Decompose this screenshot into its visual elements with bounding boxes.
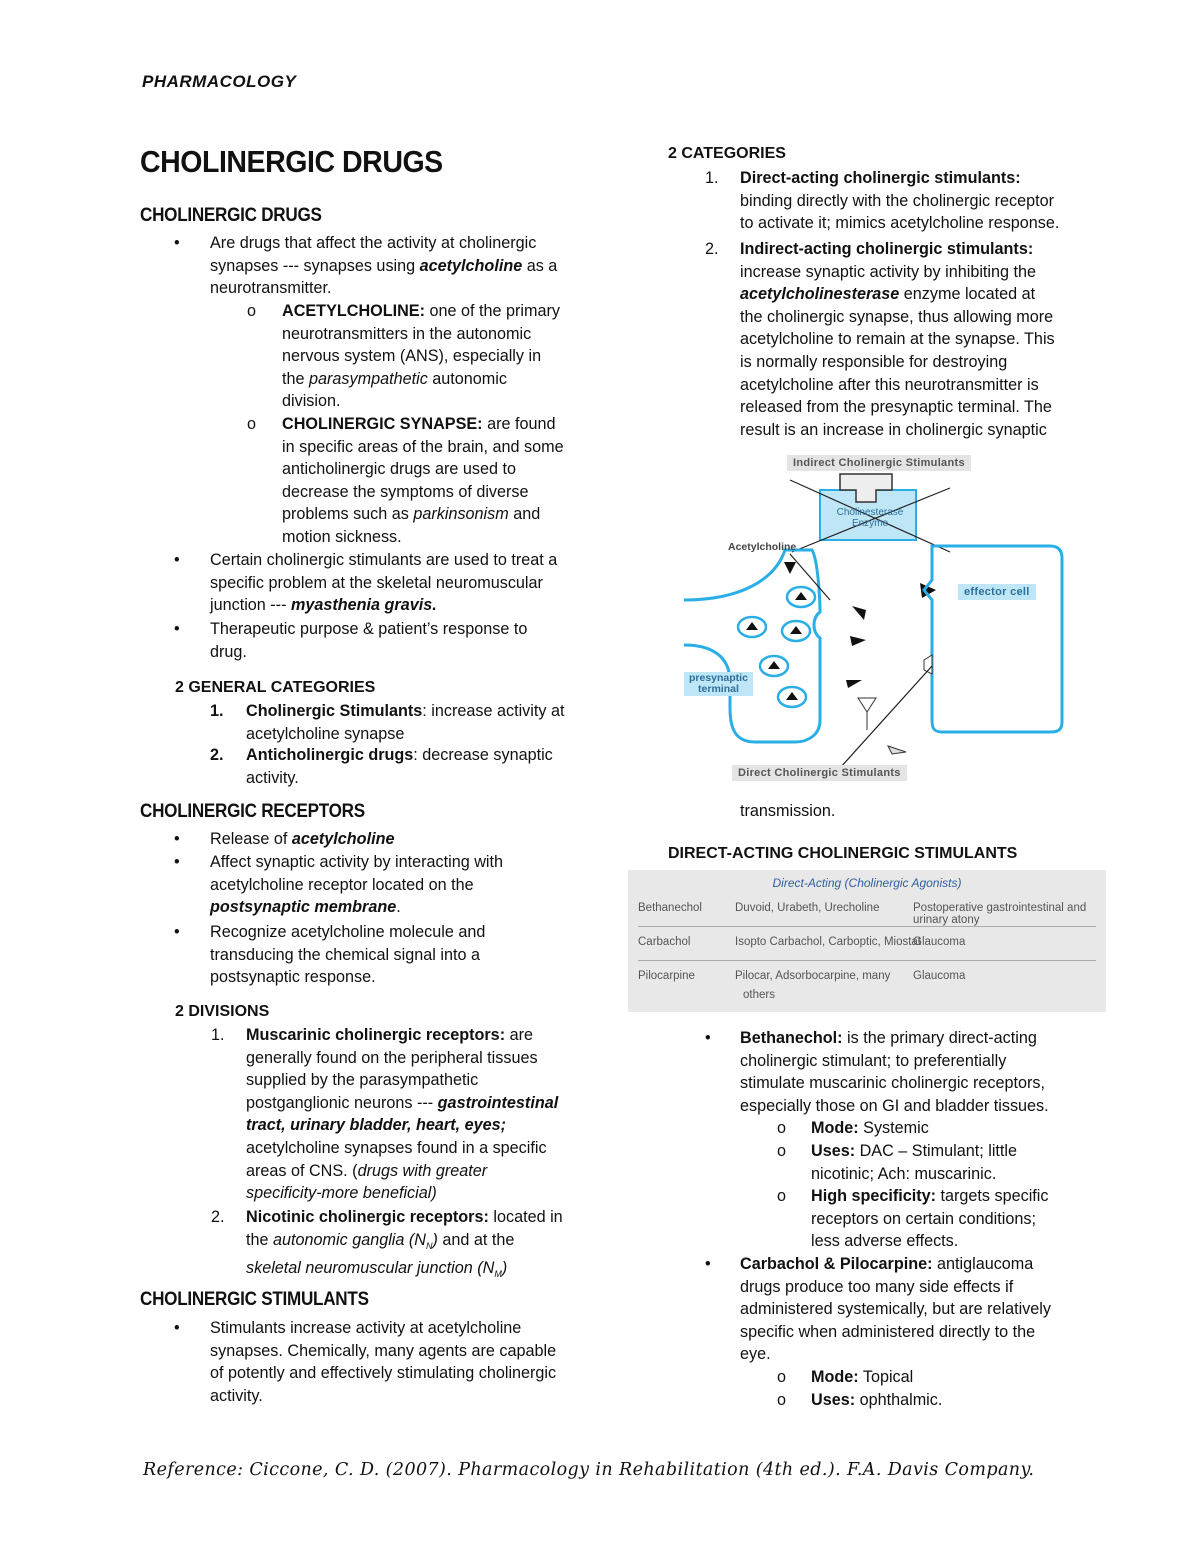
subheading-general-categories: 2 GENERAL CATEGORIES	[175, 679, 376, 696]
bullet-icon: •	[174, 923, 180, 941]
sub-bullet-icon: o	[777, 1391, 787, 1409]
enzyme-label: Cholinesterase Enzyme	[836, 507, 904, 529]
list-item: Bethanechol: is the primary direct-acting cholinergic stimulant; to preferentially stimulate muscarinic cholinergic receptors, especially those on GI and bladder tissues.	[740, 1029, 1049, 1115]
subheading-divisions: 2 DIVISIONS	[175, 1003, 270, 1020]
list-item: ACETYLCHOLINE: one of the primary neurotransmitters in the autonomic nervous system (ANS), especially in the parasympathetic autonomic division.	[282, 302, 560, 411]
section-title-cholinergic-drugs: CHOLINERGIC DRUGS	[140, 205, 322, 226]
list-number: 2.	[210, 746, 224, 764]
presynaptic-label: presynaptic terminal	[684, 672, 753, 696]
paragraph-continuation: transmission.	[740, 802, 836, 820]
list-number: 1.	[211, 1026, 225, 1044]
effector-cell	[924, 546, 1062, 732]
list-item: High specificity: targets specific receptors on certain conditions; less adverse effects.	[811, 1187, 1049, 1251]
bullet-icon: •	[174, 1319, 180, 1337]
synapse-diagram	[680, 450, 1070, 790]
list-number: 2.	[705, 240, 719, 258]
bullet-icon: •	[174, 830, 180, 848]
indirect-stimulants-label: Indirect Cholinergic Stimulants	[787, 455, 971, 471]
list-item: Uses: DAC – Stimulant; little nicotinic; Ach: muscarinic.	[811, 1142, 1018, 1183]
list-item: Release of acetylcholine	[210, 830, 395, 848]
presynaptic-terminal	[684, 550, 820, 742]
section-title-cholinergic-receptors: CHOLINERGIC RECEPTORS	[140, 801, 365, 822]
list-item: CHOLINERGIC SYNAPSE: are found in specific areas of the brain, and some anticholinergic drugs are used to decrease the symptoms of diverse problems such as parkinsonism and motion sickness.	[282, 415, 564, 546]
sub-bullet-icon: o	[777, 1187, 787, 1205]
list-item: Nicotinic cholinergic receptors: located in the autonomic ganglia $(N_N)$ and at the skeletal neuromuscular junction $(N_M)$	[246, 1208, 563, 1280]
sub-bullet-icon: o	[777, 1368, 787, 1386]
list-item: Muscarinic cholinergic receptors: are generally found on the peripheral tissues supplied by the parasympathetic postganglionic neurons --- gastrointestinal tract, urinary bladder, heart, eyes; acetylcholine synapses found in a specific areas of CNS. (drugs with greater specificity-more beneficial)	[246, 1026, 559, 1203]
list-item: Therapeutic purpose & patient’s response to drug.	[210, 620, 528, 661]
bullet-icon: •	[174, 853, 180, 871]
list-item: Affect synaptic activity by interacting with acetylcholine receptor located on the postsynaptic membrane.	[210, 853, 504, 917]
page-header: PHARMACOLOGY	[142, 72, 297, 91]
page-title: CHOLINERGIC DRUGS	[140, 144, 443, 179]
subheading-direct-acting: DIRECT-ACTING CHOLINERGIC STIMULANTS	[668, 845, 1018, 862]
bullet-icon: •	[174, 234, 180, 252]
list-item: Direct-acting cholinergic stimulants: binding directly with the cholinergic receptor to activate it; mimics acetylcholine response.	[740, 169, 1060, 233]
list-item: Cholinergic Stimulants: increase activity at acetylcholine synapse	[246, 702, 565, 743]
direct-acting-table: Direct-Acting (Cholinergic Agonists) Bethanechol Duvoid, Urabeth, Urecholine Postoperative gastrointestinal and urinary atony Carbachol Isopto Carbachol, Carboptic, Miostat Glaucoma Pilocarpine Pilocar, Adsorbocarpine, many others Glaucoma	[628, 870, 1106, 1012]
subheading-2-categories: 2 CATEGORIES	[668, 145, 786, 162]
list-item: Mode: Systemic	[811, 1119, 929, 1137]
sub-bullet-icon: o	[777, 1119, 787, 1137]
list-item: Are drugs that affect the activity at cholinergic synapses --- synapses using acetylcholine as a neurotransmitter.	[210, 234, 558, 298]
list-item: Indirect-acting cholinergic stimulants: increase synaptic activity by inhibiting the acetylcholinesterase enzyme located at the cholinergic synapse, thus allowing more acetylcholine to remain at the synapse. This is normally responsible for destroying acetylcholine after this neurotransmitter is released from the presynaptic terminal. The result is an increase in cholinergic synaptic	[740, 240, 1055, 439]
reference-footer: Reference: Ciccone, C. D. (2007). Pharmacology in Rehabilitation (4th ed.). F.A. Davis Company.	[143, 1460, 1035, 1480]
list-number: 2.	[211, 1208, 225, 1226]
direct-stimulants-label: Direct Cholinergic Stimulants	[732, 765, 907, 781]
list-item: Anticholinergic drugs: decrease synaptic activity.	[246, 746, 553, 787]
list-number: 1.	[705, 169, 719, 187]
table-caption: Direct-Acting (Cholinergic Agonists)	[772, 876, 962, 890]
list-item: Stimulants increase activity at acetylcholine synapses. Chemically, many agents are capable of potently and effectively stimulating cholinergic activity.	[210, 1319, 557, 1405]
section-title-cholinergic-stimulants: CHOLINERGIC STIMULANTS	[140, 1289, 369, 1310]
list-item: Certain cholinergic stimulants are used to treat a specific problem at the skeletal neuromuscular junction --- myasthenia gravis.	[210, 551, 558, 615]
list-item: Mode: Topical	[811, 1368, 914, 1386]
bullet-icon: •	[705, 1255, 711, 1273]
bullet-icon: •	[705, 1029, 711, 1047]
list-item: Recognize acetylcholine molecule and transducing the chemical signal into a postsynaptic response.	[210, 923, 486, 987]
list-item: Uses: ophthalmic.	[811, 1391, 943, 1409]
list-item: Carbachol & Pilocarpine: antiglaucoma drugs produce too many side effects if administered systemically, but are relatively specific when administered directly to the eye.	[740, 1255, 1051, 1364]
sub-bullet-icon: o	[247, 415, 257, 433]
sub-bullet-icon: o	[777, 1142, 787, 1160]
effector-cell-label: effector cell	[958, 584, 1036, 600]
acetylcholine-label: Acetylcholine	[728, 541, 797, 553]
bullet-icon: •	[174, 620, 180, 638]
sub-bullet-icon: o	[247, 302, 257, 320]
list-number: 1.	[210, 702, 224, 720]
bullet-icon: •	[174, 551, 180, 569]
